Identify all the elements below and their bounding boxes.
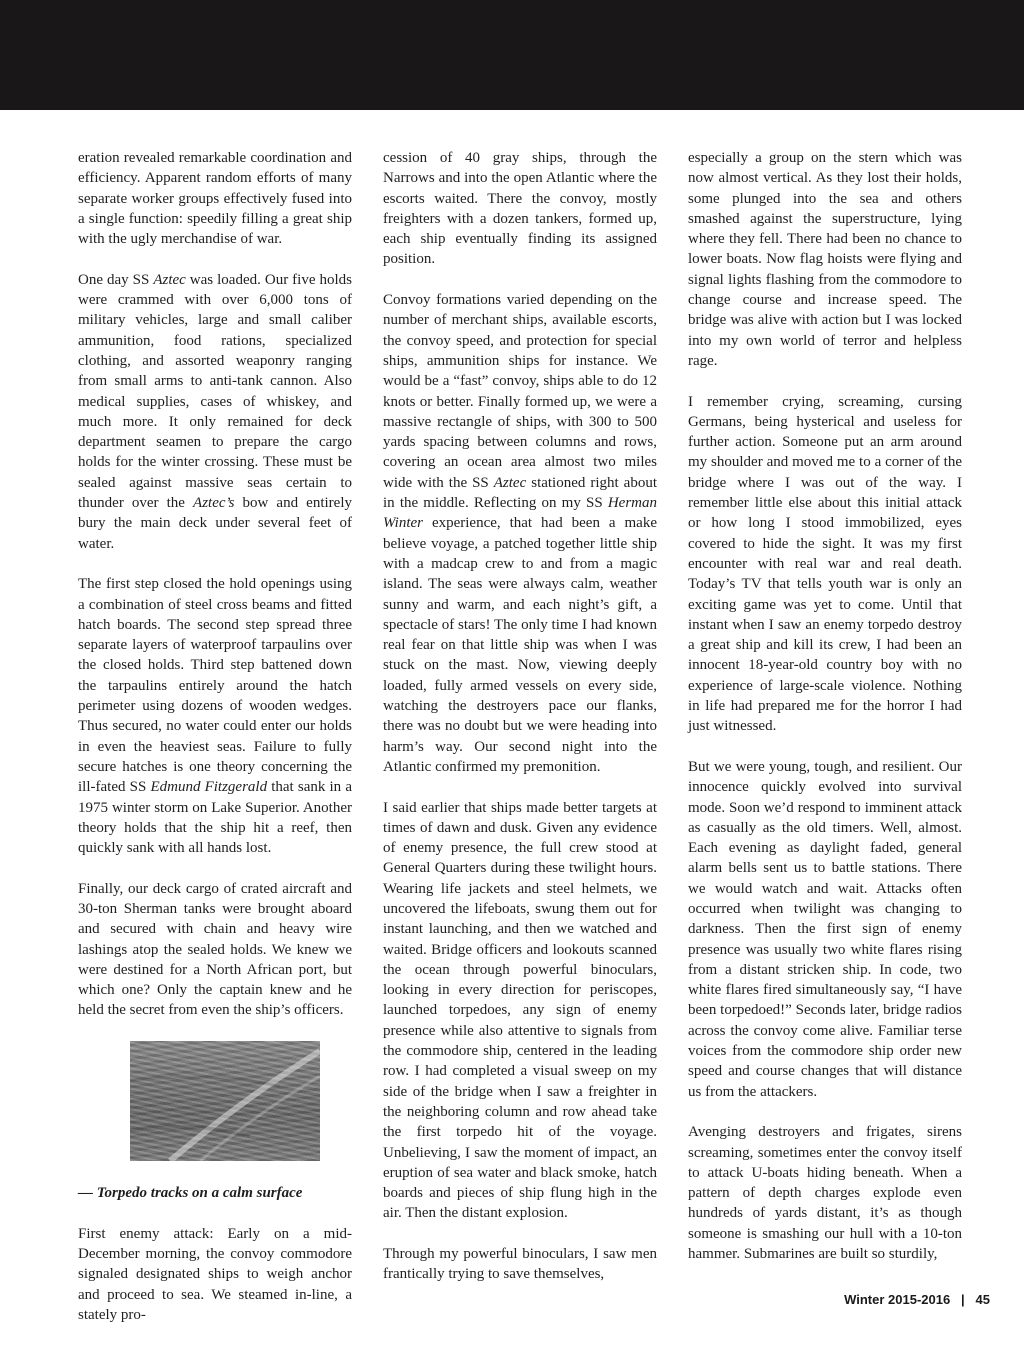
column-2 bbox=[383, 148, 657, 1305]
paragraph: I remember crying, screaming, cursing Germans, being hysterical and useless for further action. Someone put an arm around my shoulder and moved me to a corner of the bridge where I was out of the way. I remember little else about this initial attack or how long I stood immobilized, eyes covered to hide the sight. It was my first encounter with real war and real death. Today’s TV that tells youth war is only an exciting game was yet to come. Until that instant when I saw an enemy torpedo destroy a great ship and kill its crew, I had been an innocent 18-year-old country boy with no experience of large-scale violence. Nothing in life had prepared me for the horror I had just witnessed. bbox=[688, 393, 962, 735]
text-run: The first step closed the hold openings using a combination of steel cross beams and fitted hatch boards. The second step spread three separate layers of waterproof tarpaulins over the closed holds. Third step battened down the tarpaulins entirely around the hatch perimeter using dozens of wooden wedges. Thus secured, no water could enter our holds in even the heaviest seas. Failure to fully secure hatches is one theory concerning the ill-fated SS bbox=[78, 576, 352, 796]
footer-separator: | bbox=[961, 1292, 965, 1307]
paragraph: Avenging destroyers and frigates, sirens screaming, sometimes enter the convoy itself to attack U-boats hiding beneath. When a pattern of depth charges explode even hundreds of yards distant, it’s as though someone is smashing our hull with a 10-ton hammer. Submarines are built so sturdily, bbox=[688, 1124, 962, 1263]
ship-name: Edmund Fitzgerald bbox=[150, 779, 268, 796]
column-3 bbox=[688, 148, 962, 1285]
paragraph bbox=[78, 574, 352, 858]
torpedo-tracks-photo bbox=[130, 1041, 320, 1161]
paragraph: especially a group on the stern which was now almost vertical. As they lost their holds, some plunged into the sea and others smashed against the superstructure, lying where they fell. There had been no chance to lower boats. Now flag hoists were flying and signal lights flashing from the commodore to change course and increase speed. The bridge was alive with action but I was locked into my own world of terror and helpless rage. bbox=[688, 150, 962, 369]
paragraph: But we were young, tough, and resilient. Our innocence quickly evolved into survival mode. Soon we’d respond to imminent attack as casually as the old timers. Well, almost. Each evening as daylight faded, general alarm bells sent us to battle stations. There we would watch and wait. Attacks often occurred when twilight was changing to darkness. Then the first sign of enemy presence was usually two white flares rising from a distant stricken ship. In code, two white flares fired simultaneously say, “I have been torpedoed!” Seconds later, bridge radios across the convoy come alive. Familiar terse voices from the commodore ship order new speed and course changes that will distance us from the attackers. bbox=[688, 758, 962, 1100]
paragraph: Through my powerful binoculars, I saw men frantically trying to save themselves, bbox=[383, 1246, 657, 1283]
ship-name: Aztec’s bbox=[193, 495, 235, 512]
paragraph: cession of 40 gray ships, through the Narrows and into the open Atlantic where the escorts waited. There the convoy, mostly freighters with a dozen tankers, formed up, each ship eventually finding its assigned position. bbox=[383, 150, 657, 268]
photo-caption: — Torpedo tracks on a calm surface bbox=[78, 1185, 303, 1202]
text-run: One day SS bbox=[78, 271, 154, 288]
text-run: that sank in a 1975 winter storm on Lake Superior. Another theory holds that the ship hit a reef, then quickly sank with all hands lost. bbox=[78, 779, 352, 857]
issue-label: Winter 2015-2016 bbox=[844, 1292, 951, 1307]
torpedo-track-lines bbox=[130, 1041, 320, 1161]
ship-name: Aztec bbox=[493, 474, 527, 491]
paragraph bbox=[383, 290, 657, 777]
text-run: Convoy formations varied depending on the number of merchant ships, available escorts, the convoy speed, and protection for special ships, ammunition ships for instance. We would be a “fast” convoy, ships able to do 12 knots or better. Finally formed up, we were a massive rectangle of ships, with 300 to 500 yards spacing between columns and rows, covering an ocean area almost two miles wide with the SS bbox=[383, 292, 657, 491]
ship-name: Aztec bbox=[153, 271, 186, 288]
header-bar bbox=[0, 0, 1024, 110]
text-run: experience, that had been a make believe voyage, a patched together little ship with a madcap crew to and from a magic island. The seas were always calm, weather sunny and warm, and each night’s gift, a spectacle of stars! The only time I had known real fear on that little ship was when I was stuck on the mast. Now, viewing deeply loaded, fully armed vessels on every side, watching the destroyers pace our flanks, there was no doubt but we were heading into harm’s way. Our second night into the Atlantic confirmed my premonition. bbox=[383, 515, 657, 775]
column-1 bbox=[78, 148, 352, 1345]
paragraph: First enemy attack: Early on a mid-December morning, the convoy commodore signaled designated ships to weigh anchor and proceed to sea. We steamed in-line, a stately pro- bbox=[78, 1225, 352, 1323]
paragraph: Finally, our deck cargo of crated aircraft and 30-ton Sherman tanks were brought aboard and secured with chain and heavy wire lashings atop the sealed holds. We knew we were destined for a North African port, but which one? Only the captain knew and he held the secret from even the ship’s officers. bbox=[78, 880, 352, 1019]
text-run: stationed right about in the middle. Reflecting on my SS bbox=[383, 474, 658, 512]
page-footer bbox=[844, 1292, 990, 1307]
text-run: was loaded. Our five holds were crammed with over 6,000 tons of military vehicles, large and small caliber ammunition, food rations, specialized clothing, and assorted weaponry ranging from small arms to anti-tank cannon. Also medical supplies, cases of whiskey, and much more. It only remained for deck department seamen to prepare the cargo holds for the winter crossing. These must be sealed against massive seas certain to thunder over the bbox=[78, 271, 352, 512]
paragraph: eration revealed remarkable coordination and efficiency. Apparent random efforts of many separate worker groups effectively fused into a single function: speedily filling a great ship with the ugly merchandise of war. bbox=[78, 150, 352, 248]
text-run: bow and entirely bury the main deck under several feet of water. bbox=[78, 495, 352, 552]
page-number: 45 bbox=[975, 1292, 990, 1307]
paragraph bbox=[78, 270, 352, 554]
ship-name: Herman Winter bbox=[383, 495, 657, 532]
paragraph: I said earlier that ships made better targets at times of dawn and dusk. Given any evidence of enemy presence, the full crew stood at General Quarters during these twilight hours. Wearing life jackets and steel helmets, we uncovered the lifeboats, swung them out for instant launching, and then we watched and waited. Bridge officers and lookouts scanned the ocean through powerful binoculars, looking in every direction for periscopes, launched torpedoes, any sign of enemy presence while also attentive to signals from the commodore ship, centered in the leading row. I had completed a visual sweep on my side of the bridge when I saw a freighter in the neighboring column and row ahead take the first torpedo hit of the voyage. Unbelieving, I saw the moment of impact, an eruption of sea water and black smoke, hatch boards and pieces of ship flung high in the air. Then the distant explosion. bbox=[383, 799, 657, 1222]
